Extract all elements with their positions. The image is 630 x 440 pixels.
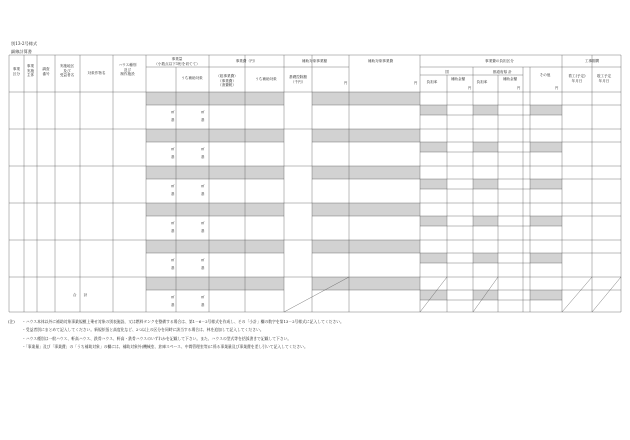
shaded-cell [530,179,562,189]
unit-yen-kuni-hojokin: 円 [468,86,472,90]
shaded-cell [209,203,284,216]
shaded-cell [312,240,420,253]
unit-to: 基 [201,266,205,270]
unit-m2: ㎡ [171,147,175,151]
shaded-cell [530,216,562,226]
unit-m2: ㎡ [171,110,175,114]
note-item-4: ・「事業量」及び「事業費」の「うち補助対象」の欄には、補助対象外(機械室、倉庫スペース、中間管理室等)に係る事業量及び事業費を差し引いて記入してください。 [22,344,308,350]
shaded-cell [473,105,498,115]
header-jigyohi: 事業費（円） [235,59,258,63]
form-number: 別13-2号様式 [11,41,38,46]
header-jigyoryo-sub: うち補助対象 [181,76,203,80]
unit-to: 基 [171,229,175,233]
shaded-cell [209,277,284,290]
header-kei: 計 [508,70,512,74]
shaded-cell [209,166,284,179]
shaded-cell [473,216,498,226]
header-kuni: 国 [445,70,449,74]
unit-m2: ㎡ [201,295,205,299]
unit-to: 基 [171,266,175,270]
shaded-cell [473,179,498,189]
unit-to: 基 [171,155,175,159]
unit-m2: ㎡ [171,184,175,188]
note-item-1: ・ハウス本体以外に補助対象事業規模上乗せ対象の別表施設、又は燃料タンクを整備する場合は、第1－6－2号様式を作成し、その「小計」欄の数字を第13－2号様式に記入してください。 [22,319,344,324]
notes-mark: (注) [8,319,15,324]
header-sonota: その他 [539,73,551,77]
header-chakko: 着工(予定) 年月日 [568,74,586,83]
header-hojo-taisho: 補助対象事業額 [301,59,328,63]
shaded-cell [146,240,209,253]
shaded-cell [312,203,420,216]
shaded-cell [146,129,209,142]
unit-m2: ㎡ [201,184,205,188]
shaded-cell [473,290,498,300]
unit-m2: ㎡ [201,147,205,151]
shaded-cell [530,253,562,263]
document-title: 細線計算書 [11,49,32,54]
unit-m2: ㎡ [171,295,175,299]
header-chosa-bango: 調査 番号 [42,67,50,76]
unit-to: 基 [201,155,205,159]
unit-yen-hojo-jigyohi: 円 [414,81,418,85]
note-item-3: ・ハウス種別は一般ハウス、軒高ハウス、鉄骨ハウス、軒高・鉄骨ハウスのいずれかを記載して下さい。また、ハウスの型式等を括弧書きで記載して下さい。 [22,335,292,341]
total-diagonal [562,277,592,312]
shaded-cell [420,105,447,115]
header-house-shiyo: ハウス種別 及び 制作施設 [118,63,137,77]
unit-m2: ㎡ [171,258,175,262]
shaded-cell [312,129,420,142]
header-jigyoryo: 事業量 （小数点以下1桁を切てて） [154,57,200,66]
header-koki: 工事期間 [584,59,600,63]
header-jigyo-kubun: 事業 区分 [12,67,21,76]
shaded-cell [420,290,447,300]
shaded-cell [530,105,562,115]
shaded-cell [530,290,562,300]
shaded-cell [312,92,420,105]
shaded-cell [473,142,498,152]
header-sakumotsu: 対象作物名 [87,71,106,75]
unit-m2: ㎡ [201,258,205,262]
unit-m2: ㎡ [171,221,175,225]
unit-to: 基 [201,192,205,196]
note-item-2: ・受益者別にまとめて記入してください。新規拡張と高度化など、2つ以上の区分を同時に該当する場合は、林を追加して記入してください。 [22,327,264,333]
header-jigyohi-sub1: （総事業費） （事業費） （消費税） [216,74,238,88]
shaded-cell [420,253,447,263]
shaded-cell [146,92,209,105]
header-futan-kubun: 事業費の負担区分 [485,59,514,63]
header-to-hojokin: 補助金額 [502,77,518,81]
shaded-cell [146,166,209,179]
header-todofuken: 都道府県 [492,70,508,74]
header-kuni-futanritsu: 負担率 [426,80,438,84]
unit-to: 基 [171,303,175,307]
shaded-cell [209,92,284,105]
unit-yen-to-hojokin: 円 [517,86,521,90]
shaded-cell [420,179,447,189]
unit-yen-sonota: 円 [555,86,559,90]
header-hojo-sub: 基礎控除額 （千円） [289,75,307,84]
shaded-cell [209,129,284,142]
header-to-futanritsu: 負担率 [476,80,488,84]
header-jigyo-jisshi: 事業 実施 主体 [26,64,35,78]
shaded-cell [312,166,420,179]
shaded-cell [209,240,284,253]
total-diagonal [592,277,621,312]
unit-m2: ㎡ [201,110,205,114]
header-hojo-jigyohi: 補助対象事業費 [367,59,394,63]
unit-yen-hojo-sub: 円 [344,81,348,85]
unit-to: 基 [171,118,175,122]
header-kanryo: 竣工予定 年月日 [596,74,612,83]
unit-to: 基 [201,303,205,307]
unit-to: 基 [171,192,175,196]
shaded-cell [146,277,209,290]
unit-to: 基 [201,229,205,233]
shaded-cell [420,142,447,152]
header-jisshi-chiku: 実施地区 及び 受益者名 [59,64,75,78]
header-jigyohi-sub2: うち補助対象 [255,77,277,81]
shaded-cell [530,142,562,152]
shaded-cell [420,216,447,226]
shaded-cell [473,253,498,263]
unit-m2: ㎡ [201,221,205,225]
header-kuni-hojokin: 補助金額 [450,77,466,81]
notes-block [8,318,344,352]
unit-to: 基 [201,118,205,122]
shaded-cell [146,203,209,216]
total-label: 合 計 [72,293,88,297]
